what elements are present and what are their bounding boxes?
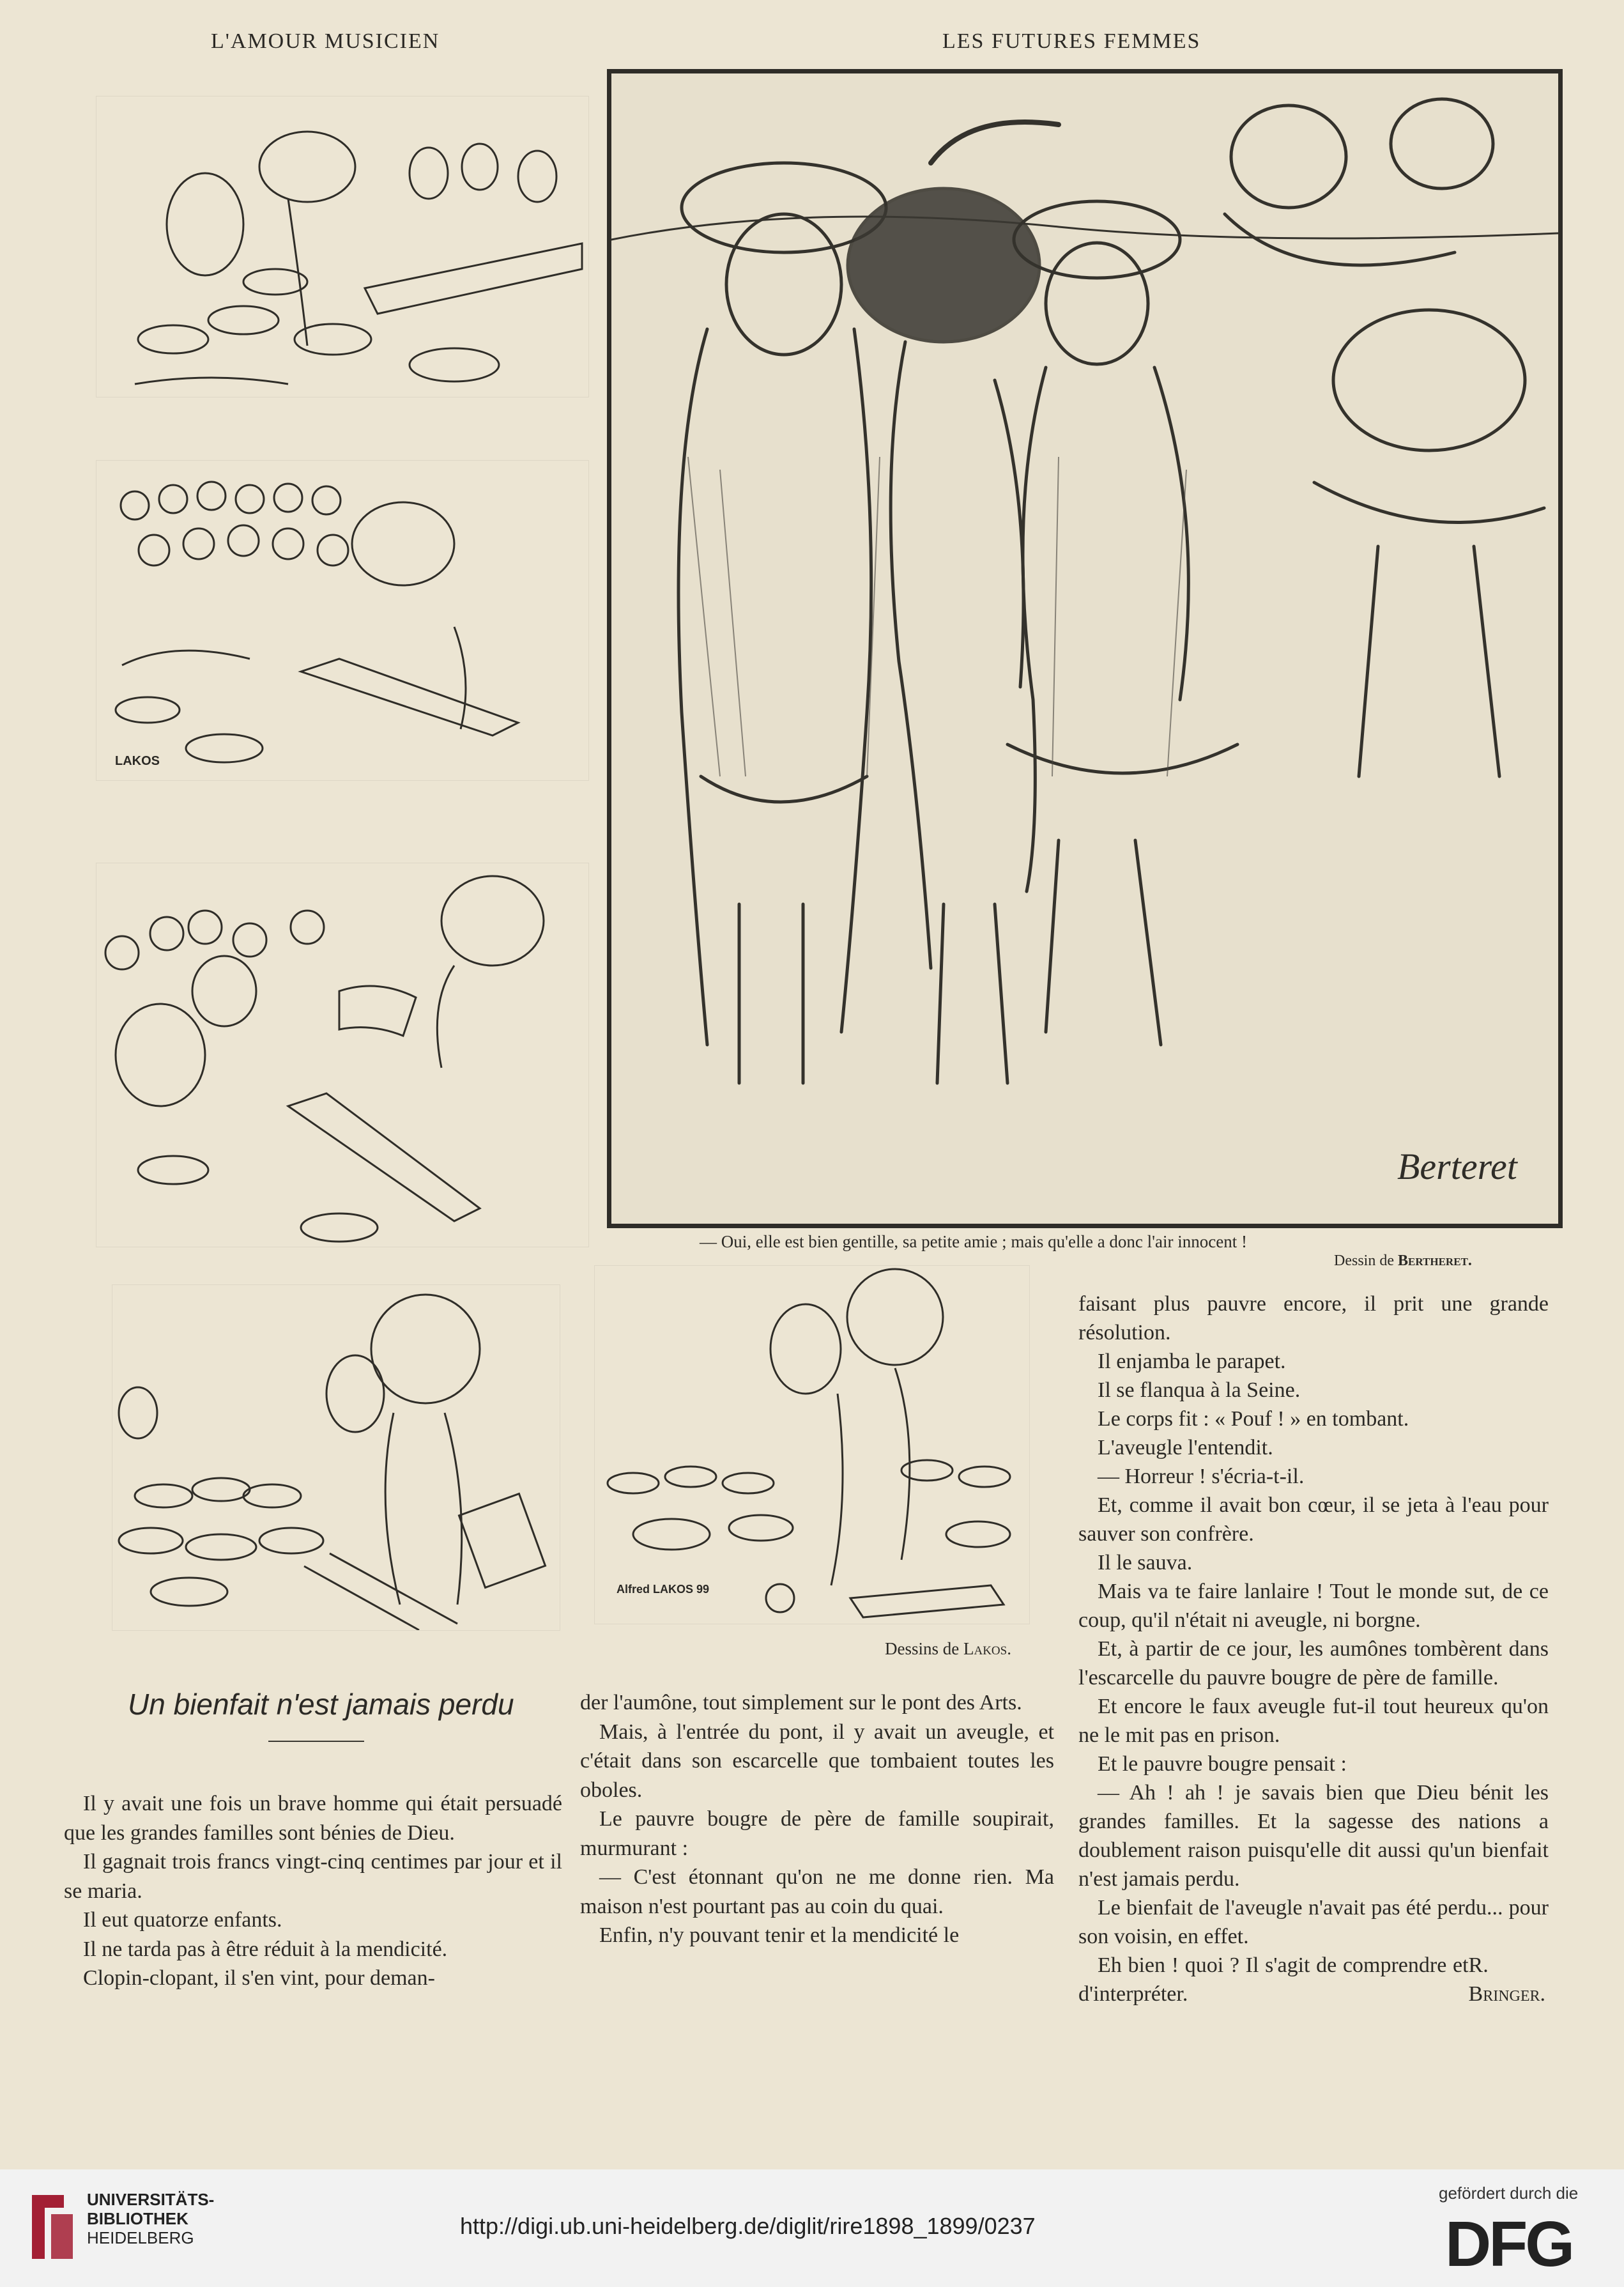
main-illustration [607,69,1563,1228]
permalink-url[interactable]: http://digi.ub.uni-heidelberg.de/diglit/rire1898_1899/0237 [460,2213,1036,2239]
col3-paragraph: Et le pauvre bougre pensait : [1098,1752,1347,1776]
figure-credit-name: Bertheret. [1397,1252,1472,1269]
funding-label: gefördert durch die [1439,2183,1579,2203]
sketch-signature-5: Alfred LAKOS 99 [617,1583,710,1596]
title-ornament [268,1737,364,1742]
col3-paragraph: — Ah ! ah ! je savais bien que Dieu bénit les grandes familles. Et la sagesse des nations a doublement raison puisqu'elle dit aussi qu'un bienfait n'est jamais perdu. [1078,1781,1549,1891]
col3-paragraph: Il le sauva. [1098,1551,1193,1575]
col3-paragraph: Mais va te faire lanlaire ! Tout le monde sut, de ce coup, qu'il n'était ni aveugle, ni borgne. [1078,1580,1549,1632]
illustration-signature: Berteret [1397,1146,1517,1187]
col1-paragraph: Clopin-clopant, il s'en vint, pour deman- [83,1966,435,1990]
sketch-concert-1 [96,96,588,397]
col1-paragraph: Il y avait une fois un brave homme qui était persuadé que les grandes familles sont bénies de Dieu. [64,1792,562,1845]
sketch-panel-2 [96,460,589,781]
dfg-logo: DFG [1445,2208,1573,2280]
col1-paragraph: Il ne tarda pas à être réduit à la mendicité. [83,1937,448,1961]
sketch-concert-3 [96,863,588,1247]
col3-paragraph: Le bienfait de l'aveugle n'avait pas été perdu... pour son voisin, en effet. [1078,1896,1549,1948]
col1-paragraph: Il gagnait trois francs vingt-cinq centimes par jour et il se maria. [64,1850,562,1903]
sketch-signature-2: LAKOS [115,754,160,768]
sketch-panel-3 [96,863,589,1247]
figure-credit-prefix: Dessin de [1334,1252,1394,1269]
digitization-footer [0,2169,1624,2287]
sketch-concert-4 [112,1285,560,1630]
col3-paragraph: Eh bien ! quoi ? Il s'agit de comprendre et d'interpréter. [1078,1953,1469,2006]
sketch-credit [885,1639,1011,1659]
figure-credit [1334,1252,1472,1270]
col2-paragraph: Mais, à l'entrée du pont, il y avait un aveugle, et c'était dans son escarcelle que tombaient toutes les oboles. [580,1720,1054,1802]
sketch-dance [595,1266,1029,1624]
col3-paragraph: — Horreur ! s'écria-t-il. [1098,1465,1305,1488]
col3-closing [1078,1951,1549,2008]
col3-paragraph: Il enjamba le parapet. [1098,1350,1286,1373]
sketch-credit-name: Lakos. [963,1639,1011,1658]
col3-paragraph: faisant plus pauvre encore, il prit une grande résolution. [1078,1292,1549,1344]
col3-paragraph: L'aveugle l'entendit. [1098,1436,1273,1459]
library-line-1: UNIVERSITÄTS- [87,2190,215,2209]
sketch-panel-5 [594,1265,1030,1624]
col3-paragraph: Et, à partir de ce jour, les aumônes tombèrent dans l'escarcelle du pauvre bougre de père de famille. [1078,1637,1549,1690]
col3-paragraph: Et, comme il avait bon cœur, il se jeta à l'eau pour sauver son confrère. [1078,1493,1549,1546]
university-logo-icon [26,2189,79,2265]
figure-caption: — Oui, elle est bien gentille, sa petite amie ; mais qu'elle a donc l'air innocent ! [700,1232,1247,1251]
illustration-future-women [611,73,1558,1224]
col2-paragraph: Le pauvre bougre de père de famille soupirait, murmurant : [580,1807,1054,1860]
sketch-panel-1 [96,96,589,397]
article-title: Un bienfait n'est jamais perdu [128,1688,514,1721]
sketch-credit-prefix: Dessins de [885,1639,960,1658]
header-left: L'AMOUR MUSICIEN [211,29,440,53]
sketch-concert-2 [96,461,588,780]
col2-paragraph: Enfin, n'y pouvant tenir et la mendicité le [599,1923,960,1947]
library-line-2: BIBLIOTHEK [87,2209,188,2228]
article-column-1 [64,1789,562,1993]
header-right: LES FUTURES FEMMES [942,29,1201,53]
article-column-2 [580,1688,1054,1950]
col2-paragraph: der l'aumône, tout simplement sur le pont des Arts. [580,1691,1022,1714]
library-line-3: HEIDELBERG [87,2228,194,2247]
article-column-3 [1078,1290,1549,2008]
col3-paragraph: Il se flanqua à la Seine. [1098,1378,1301,1402]
col3-paragraph: Le corps fit : « Pouf ! » en tombant. [1098,1407,1409,1431]
col2-paragraph: — C'est étonnant qu'on ne me donne rien. Ma maison n'est pourtant pas au coin du quai. [580,1865,1054,1918]
sketch-panel-4 [112,1284,560,1631]
article-author: R. Bringer. [1468,1953,1546,2006]
col1-paragraph: Il eut quatorze enfants. [83,1908,282,1932]
col3-paragraph: Et encore le faux aveugle fut-il tout heureux qu'on ne le mit pas en prison. [1078,1695,1549,1747]
university-name [87,2190,214,2247]
